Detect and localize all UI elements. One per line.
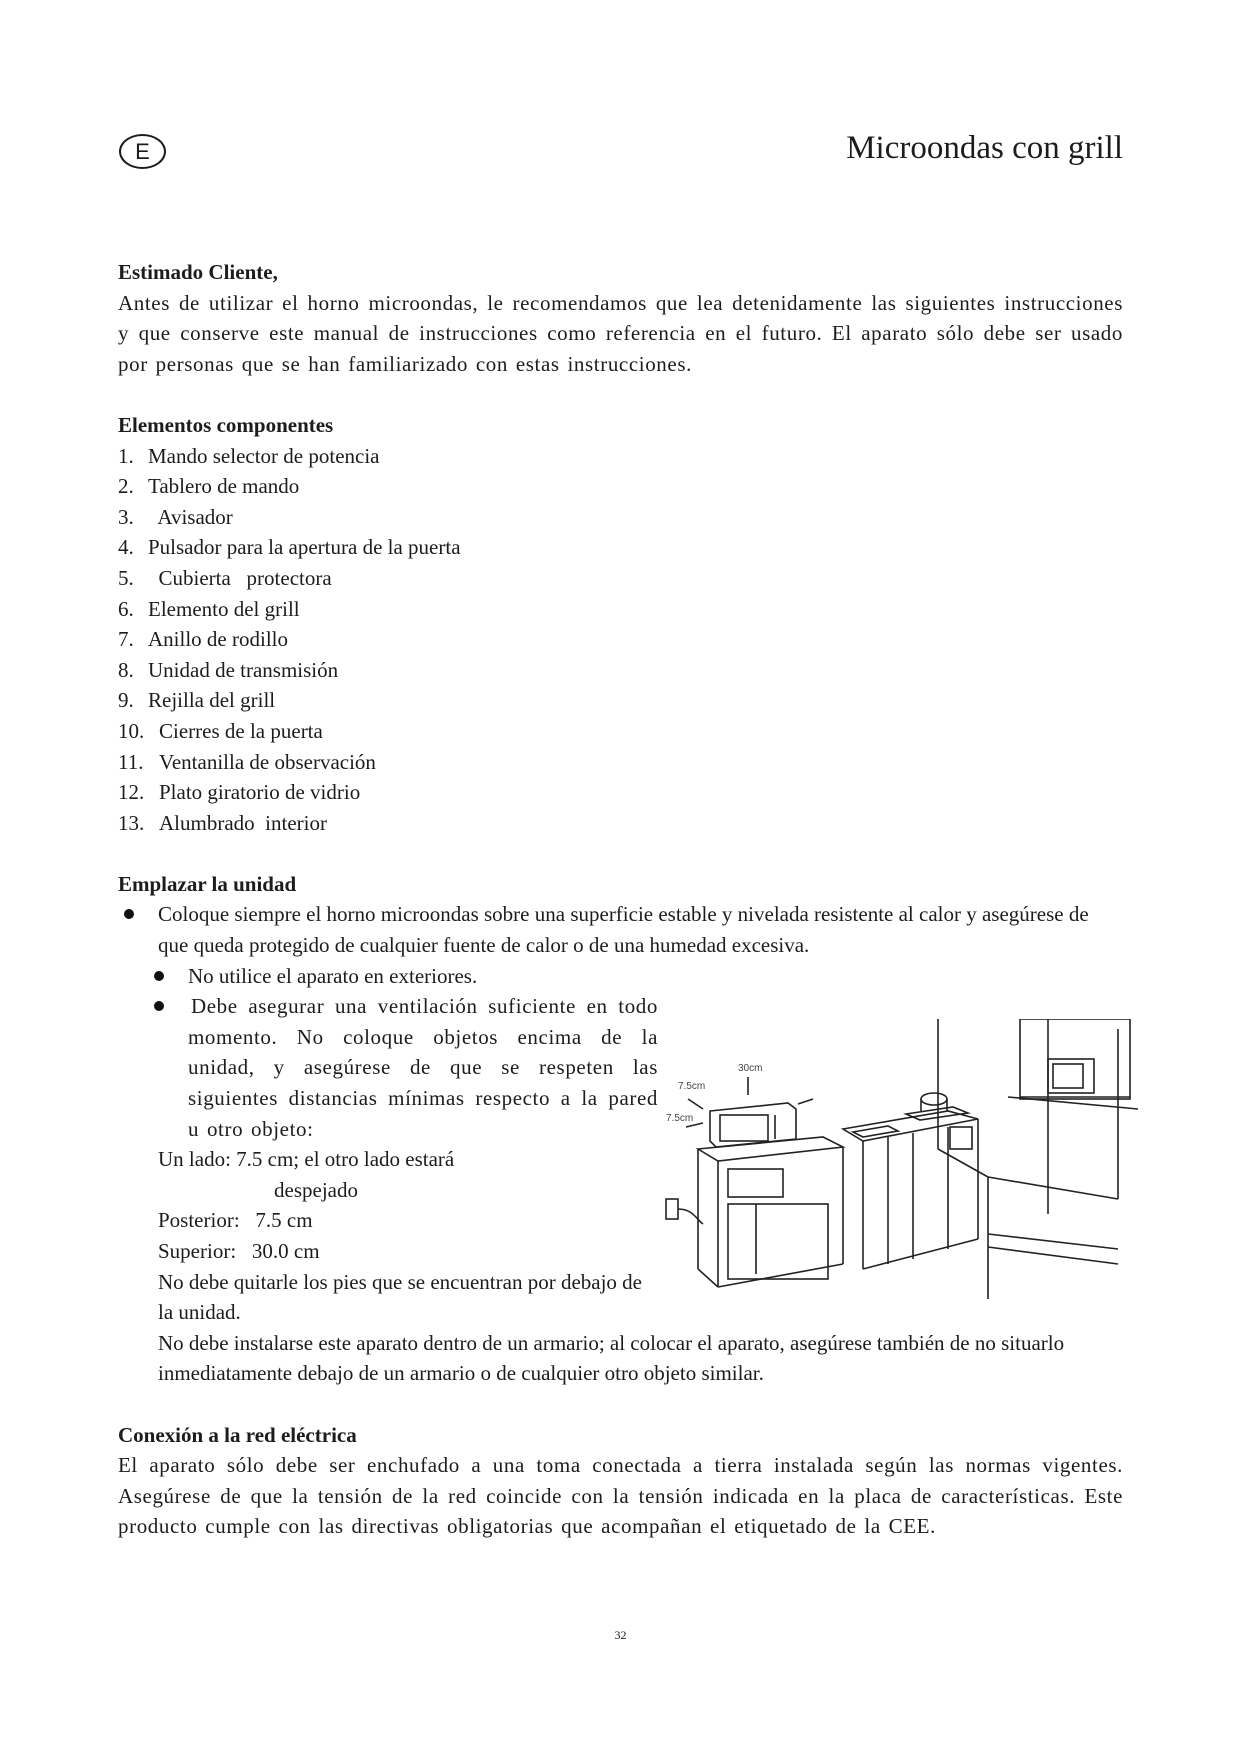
- top-distance: Superior: 30.0 cm: [158, 1239, 320, 1263]
- list-item-number: 12.: [118, 780, 145, 805]
- bullet-text: Coloque siempre el horno microondas sobre una superficie estable y nivelada resistente al calor y asegúrese de que queda protegido de cualquier fuente de calor o de una humedad excesiva.: [158, 902, 1089, 958]
- list-item-number: 13.: [118, 810, 145, 835]
- list-item: [118, 685, 1123, 716]
- list-item-label: Cierres de la puerta: [159, 718, 323, 743]
- list-item: [118, 563, 1123, 594]
- components-list: [118, 441, 1123, 839]
- ventilation-text-column: [118, 991, 658, 1328]
- list-item-number: 8.: [118, 657, 134, 682]
- bullet-icon: [124, 909, 134, 919]
- list-item: [118, 502, 1123, 533]
- list-item-label: Unidad de transmisión: [148, 657, 339, 682]
- list-item-number: 9.: [118, 688, 134, 713]
- kitchen-placement-illustration: [648, 1019, 1241, 1319]
- list-item-number: 3.: [118, 504, 134, 529]
- placement-heading: Emplazar la unidad: [118, 871, 297, 896]
- bullet-icon: [154, 971, 164, 981]
- bullet-icon: [154, 1001, 164, 1011]
- list-item-number: 7.: [118, 627, 134, 652]
- list-item-label: Avisador: [148, 504, 233, 529]
- list-item: [118, 624, 1123, 655]
- list-item-label: Elemento del grill: [148, 596, 300, 621]
- side-distance: Un lado: 7.5 cm; el otro lado estará: [158, 1147, 455, 1172]
- list-item: [118, 777, 1123, 808]
- list-item-label: Alumbrado interior: [159, 810, 327, 835]
- intro-text: Antes de utilizar el horno microondas, le recomendamos que lea detenidamente las siguientes instrucciones y que conserve este manual de instrucciones como referencia en el futuro. El aparato sólo debe ser usado por personas que se han familiarizado con estas instrucciones.: [118, 290, 1123, 376]
- bullet-text: No utilice el aparato en exteriores.: [188, 963, 478, 988]
- language-badge: E: [119, 134, 166, 169]
- figure-label-top: 30cm: [738, 1063, 763, 1075]
- list-item-number: 1.: [118, 443, 134, 468]
- list-item-number: 2.: [118, 474, 134, 499]
- cabinet-note: No debe instalarse este aparato dentro de un armario; al colocar el aparato, asegúrese también de no situarlo inmediatamente debajo de un armario o de cualquier otro objeto similar.: [158, 1330, 1065, 1386]
- list-item-label: Cubierta protectora: [148, 565, 332, 590]
- list-item: [118, 747, 1123, 778]
- document-body: [118, 257, 1123, 1542]
- list-item-label: Tablero de mando: [148, 474, 300, 499]
- page-number: 32: [614, 1628, 627, 1642]
- list-item-label: Pulsador para la apertura de la puerta: [148, 535, 461, 560]
- list-item: [118, 532, 1123, 563]
- intro-heading: Estimado Cliente,: [118, 260, 278, 284]
- electric-heading: Conexión a la red eléctrica: [118, 1422, 357, 1447]
- list-item: [118, 441, 1123, 472]
- list-item-label: Anillo de rodillo: [148, 627, 288, 652]
- components-heading: Elementos componentes: [118, 412, 334, 437]
- electric-text: El aparato sólo debe ser enchufado a una toma conectada a tierra instalada según las normas vigentes. Asegúrese de que la tensión de la red coincide con la tensión indicada en la placa de características. Este producto cumple con las directivas obligatorias que acompañan el etiquetado de la CEE.: [118, 1453, 1123, 1539]
- bullet-item: [118, 991, 658, 1144]
- side-distance-cont: despejado: [274, 1177, 358, 1202]
- figure-label-side2: 7.5cm: [666, 1113, 694, 1125]
- list-item-label: Ventanilla de observación: [159, 749, 376, 774]
- list-item: [118, 471, 1123, 502]
- list-item: [118, 716, 1123, 747]
- bullet-item: [118, 899, 1123, 960]
- list-item-label: Mando selector de potencia: [148, 443, 380, 468]
- bullet-item: [118, 961, 1123, 992]
- list-item-number: 5.: [118, 565, 134, 590]
- list-item: [118, 808, 1123, 839]
- list-item-label: Plato giratorio de vidrio: [159, 780, 361, 805]
- list-item-number: 6.: [118, 596, 134, 621]
- bullet-text: Debe asegurar una ventilación suficiente en todo momento. No coloque objetos encima de la unidad, y asegúrese de que se respeten las siguientes distancias mínimas respecto a la pared u otro objeto:: [188, 994, 658, 1141]
- list-item-label: Rejilla del grill: [148, 688, 276, 713]
- list-item-number: 11.: [118, 749, 144, 774]
- page-title: Microondas con grill: [846, 130, 1123, 166]
- list-item: [118, 594, 1123, 625]
- figure-label-side1: 7.5cm: [678, 1081, 706, 1093]
- placement-figure-section: [118, 991, 1123, 1328]
- list-item-number: 4.: [118, 535, 134, 560]
- rear-distance: Posterior: 7.5 cm: [158, 1208, 313, 1233]
- list-item-number: 10.: [118, 718, 145, 743]
- list-item: [118, 655, 1123, 686]
- feet-note: No debe quitarle los pies que se encuentran por debajo de la unidad.: [158, 1269, 642, 1325]
